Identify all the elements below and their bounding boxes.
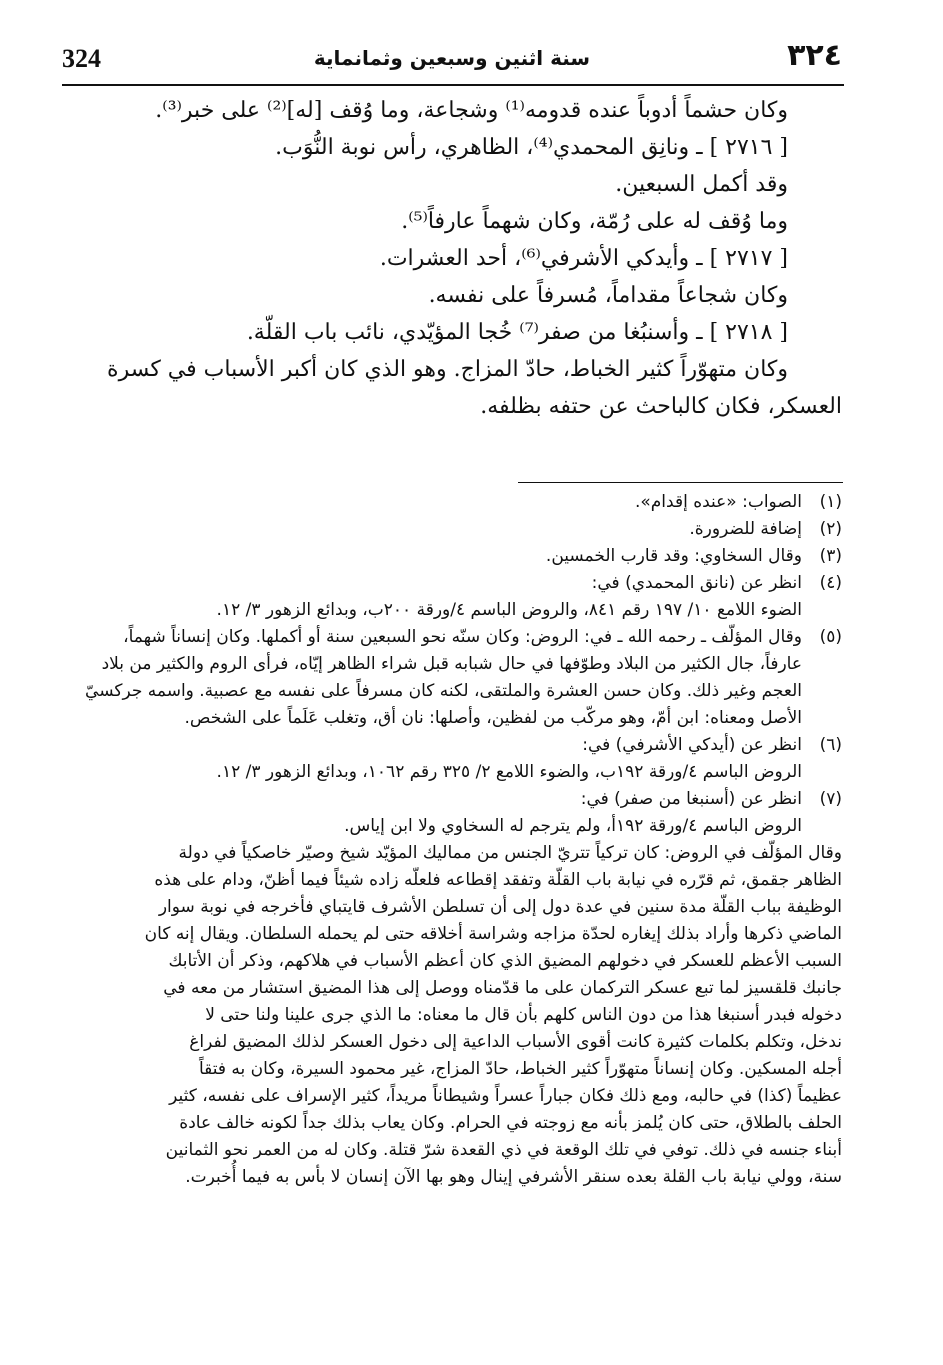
page-number-latin: 324 bbox=[62, 44, 101, 73]
footnote-5 bbox=[62, 624, 842, 732]
footnote-number: (٤) bbox=[819, 573, 842, 593]
footnote-line: انظر عن (أيدكي الأشرفي) في: bbox=[582, 735, 802, 755]
footnote-number: (٥) bbox=[819, 627, 842, 647]
main-line: وكان شجاعاً مقداماً، مُسرفاً على نفسه. bbox=[428, 283, 788, 308]
footnote-line: السبب الأعظم للعسكر في دخولهم المضيق الذي كان أعظم الأسباب في هلاكهم، وذكر أن الأتابك bbox=[168, 951, 842, 971]
main-line: وما وُقف له على رُمّة، وكان شهماً عارفاً⁽⁵⁾. bbox=[401, 209, 788, 234]
biography-entry-2716: [ ٢٧١٦ ] ـ ونانِق المحمدي⁽⁴⁾، الظاهري، رأس نوبة النُّوَب. bbox=[275, 135, 788, 160]
footnote-7-continuation bbox=[62, 840, 842, 1191]
page-number-arabic: ٣٢٤ bbox=[787, 38, 842, 73]
main-paragraph-line: العسكر، فكان كالباحث عن حتفه بظلفه. bbox=[480, 394, 842, 419]
footnotes bbox=[62, 489, 842, 1191]
footnote-6 bbox=[62, 732, 842, 786]
footnote-4 bbox=[62, 570, 842, 624]
footnote-number: (١) bbox=[819, 492, 842, 512]
footnote-line: العجم وغير ذلك. وكان حسن العشرة والملتقى، لكنه كان مسرفاً على نفسه مع عصبية. واسمه جركسيّ bbox=[85, 681, 802, 701]
footnote-line: عارفاً، جال الكثير من البلاد وطوّفها في حال شبابه قبل شراء الظاهر إيّاه، فرأى الروم والكثير من بلاد bbox=[101, 654, 802, 674]
footnote-line: الروض الباسم ٤/ورقة ١٩٢ب، والضوء اللامع ٢/ ٣٢٥ رقم ١٠٦٢، وبدائع الزهور ٣/ ١٢. bbox=[216, 762, 802, 782]
footnote-line: دخوله فبدر أسنبغا هذا من دون الناس كلهم بأن قال ما معناه: ما الذي جرى علينا ولنا حتى لا bbox=[205, 1005, 842, 1025]
main-line: وكان حشماً أدوباً عنده قدومه⁽¹⁾ وشجاعة، وما وُقف [له]⁽²⁾ على خبر⁽³⁾. bbox=[155, 98, 788, 123]
footnote-3 bbox=[62, 543, 842, 570]
footnote-line: انظر عن (أسنبغا من صفر) في: bbox=[580, 789, 802, 809]
footnote-line: الظاهر جقمق، ثم قرّره في نيابة باب القلّة وتفقد إقطاعه فلعلّه زاده شيئاً فيما أظنّ، ودام على هذه bbox=[154, 870, 842, 890]
footnote-number: (٢) bbox=[819, 519, 842, 539]
footnote-line: الماضي ذكرها وأراد بذلك إيغاره لحدّة مزاجه وشراسة أخلاقه حتى لم يحمله السلطان. ويقال إنه كان bbox=[144, 924, 842, 944]
footnote-line: أجله المسكين. وكان إنساناً متهوّراً كثير الخباط، حادّ المزاج، غير محمود السيرة، وكان به فتقاً bbox=[198, 1059, 842, 1079]
biography-entry-2718: [ ٢٧١٨ ] ـ وأسنبُغا من صفر⁽⁷⁾ خُجا المؤيّدي، نائب باب القلّة. bbox=[246, 320, 788, 345]
main-paragraph-line: وكان متهوّراً كثير الخباط، حادّ المزاج. وهو الذي كان أكبر الأسباب في كسرة bbox=[107, 357, 788, 382]
footnote-line: ندخل، وتكلم بكلمات كثيرة كانت أقوى الأسباب الداعية إلى دخول العسكر لذلك المضيق لفراغ bbox=[189, 1032, 842, 1052]
footnote-line: انظر عن (نانق المحمدي) في: bbox=[591, 573, 802, 593]
footnote-2 bbox=[62, 516, 842, 543]
header-rule bbox=[62, 84, 844, 86]
main-text bbox=[62, 92, 842, 425]
footnote-7 bbox=[62, 786, 842, 840]
footnote-1 bbox=[62, 489, 842, 516]
biography-entry-2717: [ ٢٧١٧ ] ـ وأيدكي الأشرفي⁽⁶⁾، أحد العشرات. bbox=[379, 246, 788, 271]
footnote-line: عظيماً (كذا) في حالبه، ومع ذلك فكان جباراً عسراً وشيطاناً مريداً، كثير الإسراف على نفسه، كثير bbox=[169, 1086, 842, 1106]
footnote-line: وقال السخاوي: وقد قارب الخمسين. bbox=[545, 546, 802, 566]
footnote-number: (٣) bbox=[819, 546, 842, 566]
footnote-number: (٧) bbox=[819, 789, 842, 809]
footnote-number: (٦) bbox=[819, 735, 842, 755]
footnote-line: الصواب: «عنده إقدام». bbox=[634, 492, 802, 512]
footnote-line: وقال المؤلّف في الروض: كان تركياً تتريّ الجنس من مماليك المؤيّد شيخ وصيّر خاصكياً في دولة bbox=[178, 843, 842, 863]
footnote-line: إضافة للضرورة. bbox=[689, 519, 802, 539]
running-title: سنة اثنين وسبعين وثمانماية bbox=[313, 46, 591, 70]
page-header bbox=[62, 36, 842, 86]
main-line: وقد أكمل السبعين. bbox=[615, 172, 788, 197]
footnote-line: سنة، وولي نيابة باب القلة بعده سنقر الأشرفي إينال وهو بها الآن إنسان لا بأس به فيما أُخبرت. bbox=[185, 1167, 842, 1187]
footnote-line: الروض الباسم ٤/ورقة ١٩٢أ، ولم يترجم له السخاوي ولا ابن إياس. bbox=[344, 816, 802, 836]
footnote-line: الضوء اللامع ١٠/ ١٩٧ رقم ٨٤١، والروض الباسم ٤/ورقة ٢٠٠ب، وبدائع الزهور ٣/ ١٢. bbox=[216, 600, 802, 620]
footnote-separator bbox=[518, 482, 843, 483]
footnote-line: الأصل ومعناه: ابن أمّ، وهو مركّب من لفظين، وأصلها: نان أق، وتغلب عَلَماً على الشخص. bbox=[184, 708, 802, 728]
footnote-line: الوظيفة بباب القلّة مدة سنين في عدة دول إلى أن تسلطن الأشرف قايتباي فأخرجه في نوبة سوار bbox=[158, 897, 842, 917]
footnote-line: وقال المؤلّف ـ رحمه الله ـ في: الروض: وكان سنّه نحو السبعين سنة أو أكملها. وكان إنساناً شهماً، bbox=[123, 627, 802, 647]
footnote-line: أبناء جنسه في ذلك. توفي في تلك الوقعة في ذي القعدة شرّ قتلة. وكان له من العمر نحو الثمانين bbox=[165, 1140, 842, 1160]
footnote-line: الحلف بالطلاق، حتى كان يُلمز بأنه مع زوجته في الحرام. وكان يعاب بذلك جداً لكونه خالف عادة bbox=[179, 1113, 842, 1133]
footnote-line: جانبك قلقسيز لما تبع عسكر التركمان على ما قدّمناه ووصل إلى هذا المضيق استشار من معه في bbox=[163, 978, 842, 998]
